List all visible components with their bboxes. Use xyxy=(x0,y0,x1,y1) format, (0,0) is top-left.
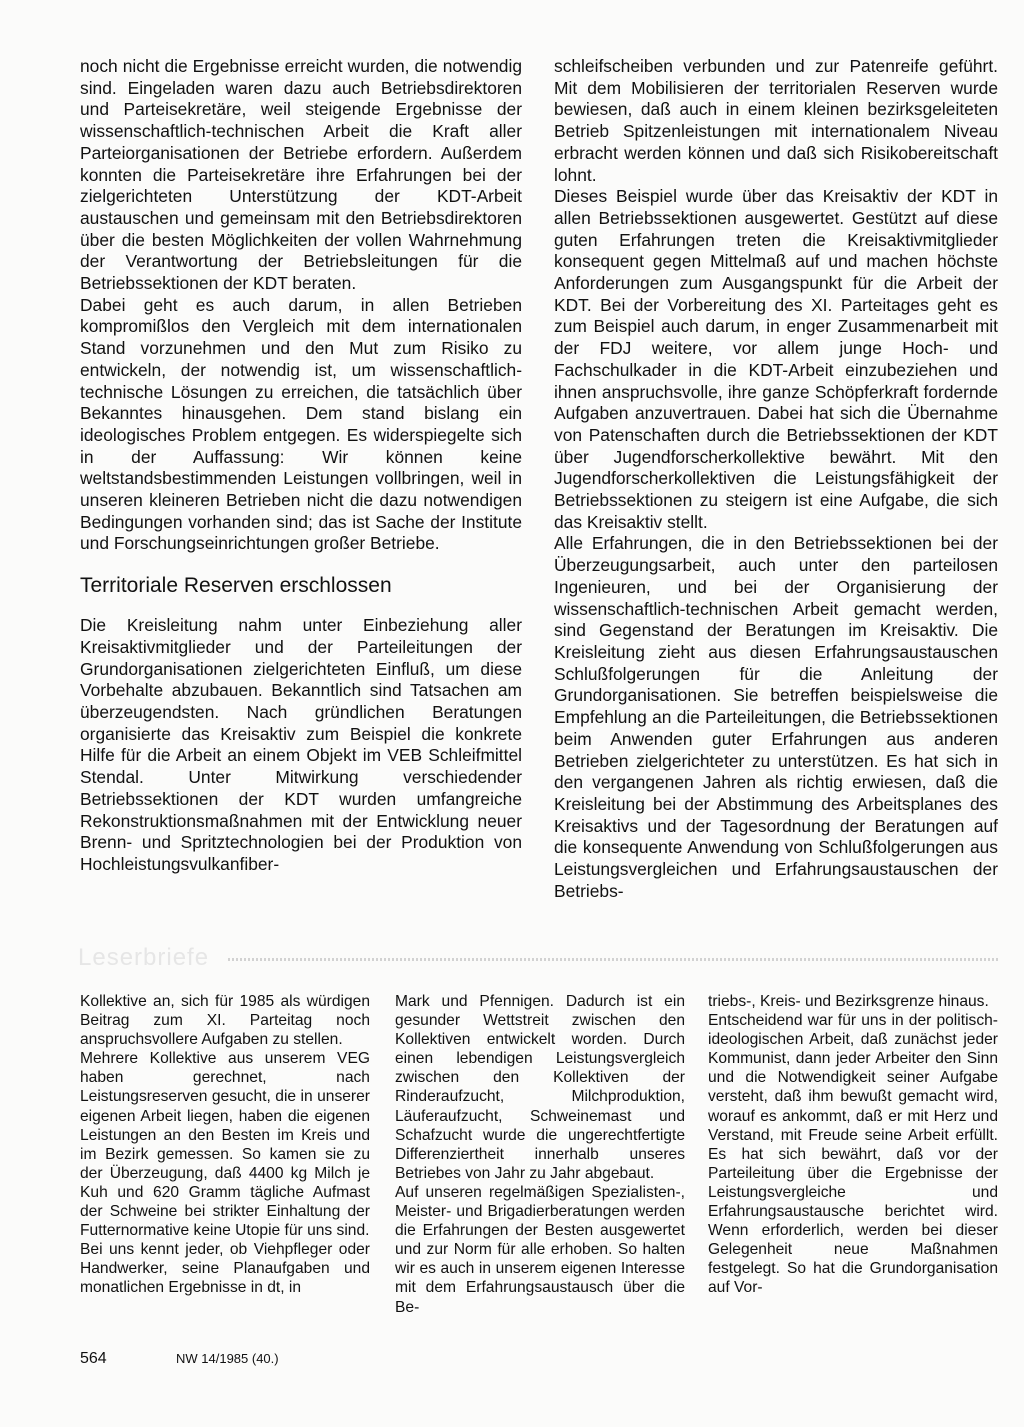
article-paragraph: noch nicht die Ergebnisse erreicht wurden, die notwendig sind. Eingeladen waren dazu auch Betriebsdirektoren und Parteisekretäre, weil steigende Ergebnisse der wissenschaftlich-technischen Arbeit die Kraft aller Parteiorganisationen der Betriebe erfordern. Außerdem konnten die Parteisekretäre ihre Erfahrungen bei der zielgerichteten Unterstützung der KDT-Arbeit austauschen und gemeinsam mit den Betriebsdirektoren über die besten Möglichkeiten der vollen Wahrnehmung der Verantwortung der Betriebsleitungen für die Betriebssektionen der KDT beraten. xyxy=(80,56,522,294)
letter-paragraph: Mark und Pfennigen. Dadurch ist ein gesunder Wettstreit zwischen den Kollektiven entwickelt worden. Durch einen lebendigen Leistungsvergleich zwischen den Kollektiven der Rinderaufzucht, Milchproduktion, Läuferaufzucht, Schweinemast und Schafzucht wurde die ungerechtfertigte Differenziertheit innerhalb unseres Betriebes von Jahr zu Jahr abgebaut. xyxy=(395,993,685,1182)
letter-paragraph: Kollektive an, sich für 1985 als würdigen Beitrag zum XI. Parteitag noch anspruchsvollere Aufgaben zu stellen. xyxy=(80,993,370,1049)
letters-banner-title: Leserbriefe xyxy=(78,944,210,971)
article-paragraph: Dieses Beispiel wurde über das Kreisaktiv der KDT in allen Betriebssektionen ausgewertet. Gestützt auf diese guten Erfahrungen treten die Kreisaktivmitglieder konsequent gegen Mittelmaß auf und machen höchste Anforderungen zum Ausgangspunkt für die Arbeit der KDT. Bei der Vorbereitung des XI. Parteitages geht es zum Beispiel auch darum, in enger Zusammenarbeit mit der FDJ weitere, vor allem junge Hoch- und Fachschulkader in die KDT-Arbeit einzubeziehen und ihnen anspruchsvolle, ihre ganze Schöpferkraft fordernde Aufgaben anzuvertrauen. Dabei hat sich die Übernahme von Patenschaften durch die Betriebssektionen der KDT über Jugendforscherkollektive bewährt. Mit den Jugendforscherkollektiven die Leistungsfähigkeit der Betriebssektionen zu steigern ist eine Aufgabe, die sich das Kreisaktiv stellt. xyxy=(554,186,998,532)
letters-banner xyxy=(78,944,998,974)
letter-paragraph: Auf unseren regelmäßigen Spezialisten-, Meister- und Brigadierberatungen werden die Erfahrungen der Besten ausgewertet und zur Norm für alle erhoben. So halten wir es auch in unserem eigenen Interesse mit dem Erfahrungsaustausch über die Be- xyxy=(395,1183,685,1316)
journal-issue: NW 14/1985 (40.) xyxy=(176,1351,279,1366)
letters-column-3 xyxy=(708,992,998,1298)
letter-paragraph: triebs-, Kreis- und Bezirksgrenze hinaus. xyxy=(708,993,989,1010)
article-paragraph: Alle Erfahrungen, die in den Betriebssektionen bei der Überzeugungsarbeit, auch unter den parteilosen Ingenieuren, und bei der Organisierung der wissenschaftlich-technischen Arbeit gemacht werden, sind Gegenstand der Beratungen im Kreisaktiv. Die Kreisleitung zieht aus diesen Erfahrungsaustauschen Schlußfolgerungen für die Anleitung der Grundorganisationen. Sie betreffen beispielsweise die Empfehlung an die Parteileitungen, die Betriebssektionen beim Anwenden guter Erfahrungen aus anderen Betrieben zielgerichteter zu unterstützen. Es hat sich in den vergangenen Jahren als richtig erwiesen, daß die Kreisleitung bei der Abstimmung des Arbeitsplanes des Kreisaktivs und der Tagesordnung der Beratungen auf die konsequente Anwendung von Schlußfolgerungen aus Leistungsvergleichen und Erfahrungsaustauschen der Betriebs- xyxy=(554,533,998,901)
article-column-left xyxy=(80,56,522,876)
letter-paragraph: Bei uns kennt jeder, ob Viehpfleger oder Handwerker, seine Planaufgaben und monatlichen Ergebnisse in dt, in xyxy=(80,1241,370,1297)
article-paragraph: schleifscheiben verbunden und zur Patenreife geführt. Mit dem Mobilisieren der territorialen Reserven wurde bewiesen, daß auch in einem kleinen bezirksgeleiteten Betrieb Spitzenleistungen mit internationalem Niveau erbracht werden können und daß sich Risikobereitschaft lohnt. xyxy=(554,56,998,185)
section-heading: Territoriale Reserven erschlossen xyxy=(80,574,392,598)
article-column-right xyxy=(554,56,998,902)
article-paragraph: Dabei geht es auch darum, in allen Betrieben kompromißlos den Vergleich mit dem internationalen Stand vorzunehmen und den Mut zum Risiko zu entwickeln, der notwendig ist, um wissenschaftlich-technische Lösungen zu erreichen, die tatsächlich über Bekanntes hinausgehen. Dem stand bislang ein ideologisches Problem entgegen. Es widerspiegelte sich in der Auffassung: Wir können keine weltstandsbestimmenden Leistungen vollbringen, weil in unseren kleineren Betrieben nicht die dazu notwendigen Bedingungen vorhanden sind; das ist Sache der Institute und Forschungseinrichtungen großer Betriebe. xyxy=(80,294,522,554)
letter-paragraph: Mehrere Kollektive aus unserem VEG haben gerechnet, nach Leistungsreserven gesucht, die in unserer eigenen Arbeit liegen, haben die eigenen Leistungen an den Besten im Kreis und im Bezirk gemessen. So kamen sie zu der Überzeugung, daß 4400 kg Milch je Kuh und 620 Gramm tägliche Aufmast der Schweine bei strikter Einhaltung der Futternormative keine Utopie für uns sind. xyxy=(80,1050,370,1240)
letter-paragraph: Entscheidend war für uns in der politisch-ideologischen Arbeit, daß zunächst jeder Kommunist, dann jeder Arbeiter den Sinn und die Notwendigkeit seiner Aufgabe versteht, daß ihm bewußt gemacht wird, worauf es ankommt, daß er mit Herz und Verstand, mit Freude seine Arbeit erfüllt. Es hat sich bewährt, daß vor der Parteileitung über die Ergebnisse der Leistungsvergleiche und Erfahrungsaustausche berichtet wird. Wenn erforderlich, werden bei dieser Gelegenheit neue Maßnahmen festgelegt. So hat die Grundorganisation auf Vor- xyxy=(708,1012,998,1297)
page-footer xyxy=(80,1350,279,1368)
page-number: 564 xyxy=(80,1350,107,1367)
article-paragraph: Die Kreisleitung nahm unter Einbeziehung aller Kreisaktivmitglieder und der Parteileitungen der Grundorganisationen zielgerichteten Einfluß, um diese Vorbehalte abzubauen. Bekanntlich sind Tatsachen am überzeugendsten. Nach gründlichen Beratungen organisierte das Kreisaktiv zum Beispiel die konkrete Hilfe für die Arbeit an einem Objekt im VEB Schleifmittel Stendal. Unter Mitwirkung verschiedender Betriebssektionen der KDT wurden umfangreiche Rekonstruktionsmaßnahmen mit der Entwicklung neuer Brenn- und Spritztechnologien bei der Produktion von Hochleistungsvulkanfiber- xyxy=(80,615,522,874)
letters-column-1 xyxy=(80,992,370,1298)
banner-divider xyxy=(228,958,998,961)
letters-column-2 xyxy=(395,992,685,1317)
